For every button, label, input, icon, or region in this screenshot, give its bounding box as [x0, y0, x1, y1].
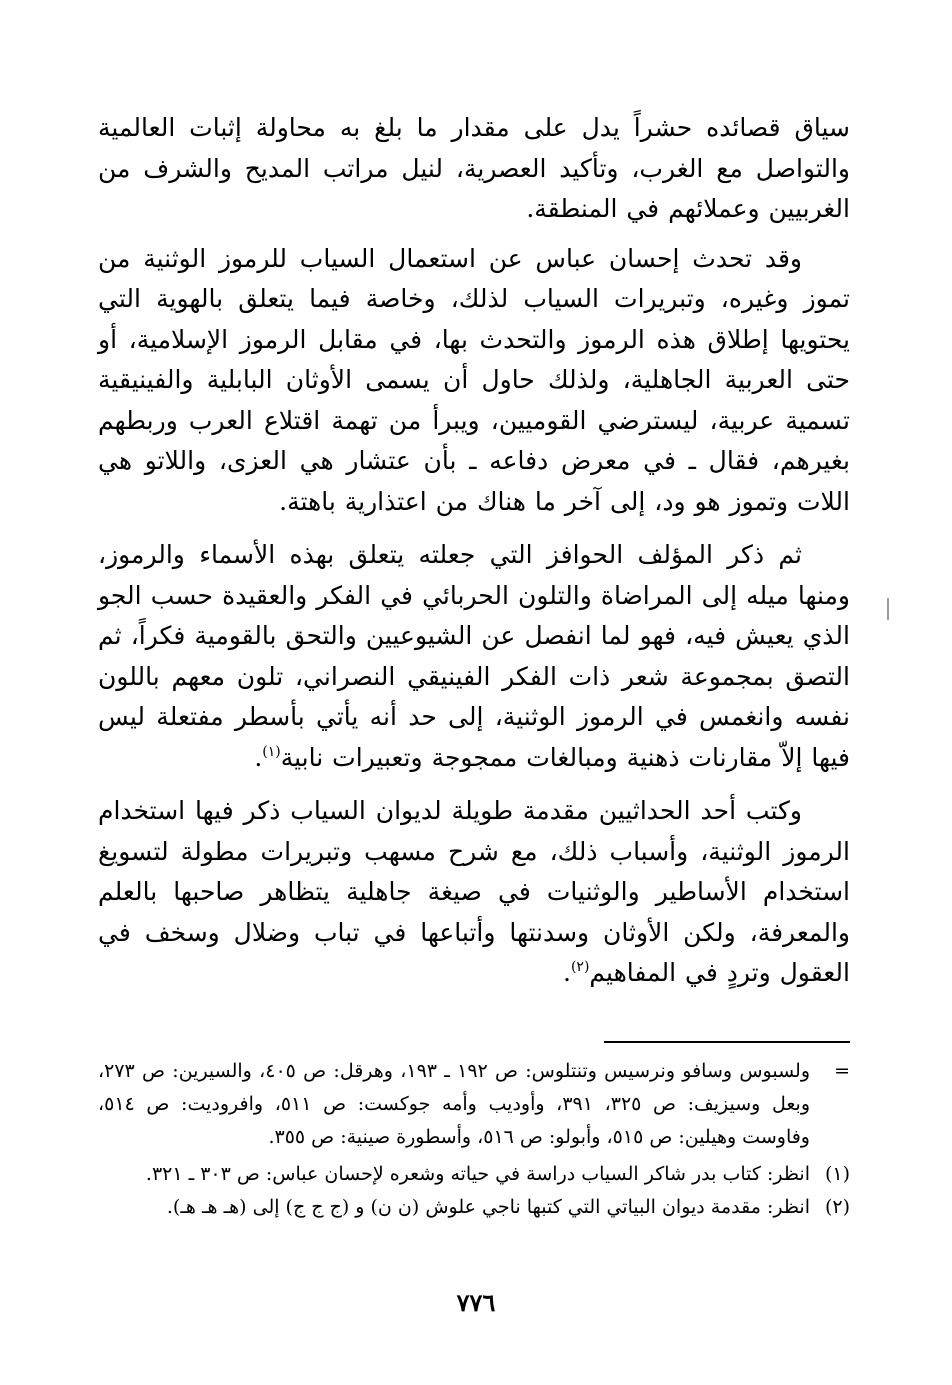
paragraph-3-period: .	[254, 742, 263, 772]
margin-mark	[887, 598, 889, 620]
paragraph-3	[98, 535, 850, 778]
footnote-ref-2[interactable]: (٢)	[570, 959, 590, 975]
footnote-1-text: انظر: كتاب بدر شاكر السياب دراسة في حياته وشعره لإحسان عباس: ص ٣٠٣ ـ ٣٢١.	[145, 1163, 810, 1185]
paragraph-3-text: ثم ذكر المؤلف الحوافز التي جعلته يتعلق بهذه الأسماء والرموز، ومنها ميله إلى المراضاة والتلون الحربائي في الفكر والعقيدة حسب الجو الذي يعيش فيه، فهو لما انفصل عن الشيوعيين والتحق بالقومية فكراً، ثم التصق بمجموعة شعر ذات الفكر الفينيقي النصراني، تلون معهم باللون نفسه وانغمس في الرموز الوثنية، إلى حد أنه يأتي بأسطر مفتعلة ليس فيها إلاّ مقارنات ذهنية ومبالغات ممجوجة وتعبيرات نابية	[98, 540, 850, 772]
footnote-1-marker: (١)	[824, 1163, 850, 1185]
paragraph-1: سياق قصائده حشراً يدل على مقدار ما بلغ به محاولة إثبات العالمية والتواصل مع الغرب، وتأكيد العصرية، لنيل مراتب المديح والشرف من الغربيين وعملائهم في المنطقة.	[98, 113, 850, 223]
footnote-1	[98, 1158, 850, 1191]
footnote-2-marker: (٢)	[824, 1196, 850, 1218]
paragraph-4-period: .	[562, 958, 571, 987]
footnote-2-text: انظر: مقدمة ديوان البياتي التي كتبها ناجي علوش (ن ن) و (ج ج ج) إلى (هـ هـ هـ).	[166, 1196, 810, 1218]
footnote-separator	[604, 1041, 850, 1043]
paragraph-4-text: وكتب أحد الحداثيين مقدمة طويلة لديوان السياب ذكر فيها استخدام الرموز الوثنية، وأسباب ذلك، مع شرح مسهب وتبريرات مطولة لتسويغ استخدام الأساطير والوثنيات في صيغة جاهلية يتظاهر صاحبها بالعلم والمعرفة، ولكن الأوثان وسدنتها وأتباعها في تباب وضلال وسخف في العقول وتردٍ في المفاهيم	[98, 796, 850, 987]
footnotes	[98, 1055, 850, 1224]
footnote-continuation-marker: =	[834, 1060, 850, 1082]
paragraph-2: وقد تحدث إحسان عباس عن استعمال السياب للرموز الوثنية من تموز وغيره، وتبريرات السياب لذلك، وخاصة فيما يتعلق بالهوية التي يحتويها إطلاق هذه الرموز والتحدث بها، في مقابل الرموز الإسلامية، أو حتى العربية الجاهلية، ولذلك حاول أن يسمى الأوثان البابلية والفينيقية تسمية عربية، ليسترضي القوميين، ويبرأ من تهمة اقتلاع العرب وربطهم بغيرهم، فقال ـ في معرض دفاعه ـ بأن عتشار هي العزى، واللاتو هي اللات وتموز هو ود، إلى آخر ما هناك من اعتذارية باهتة.	[98, 243, 850, 516]
paragraph-4	[98, 791, 850, 994]
footnote-2	[98, 1191, 850, 1224]
footnote-continuation	[98, 1055, 850, 1154]
footnote-ref-1[interactable]: (١)	[262, 743, 281, 760]
footnote-continuation-text: ولسبوس وسافو ونرسيس وتنتلوس: ص ١٩٢ ـ ١٩٣، وهرقل: ص ٤٠٥، والسيرين: ص ٢٧٣، وبعل وسيزيف: ص ٣٢٥، ٣٩١، وأوديب وأمه جوكست: ص ٥١١، وافروديت: ص ٥١٤، وفاوست وهيلين: ص ٥١٥، وأبولو: ص ٥١٦، وأسطورة صينية: ص ٣٥٥.	[98, 1060, 810, 1148]
page-number: ٧٧٦	[456, 1288, 496, 1317]
main-text	[98, 108, 850, 1002]
